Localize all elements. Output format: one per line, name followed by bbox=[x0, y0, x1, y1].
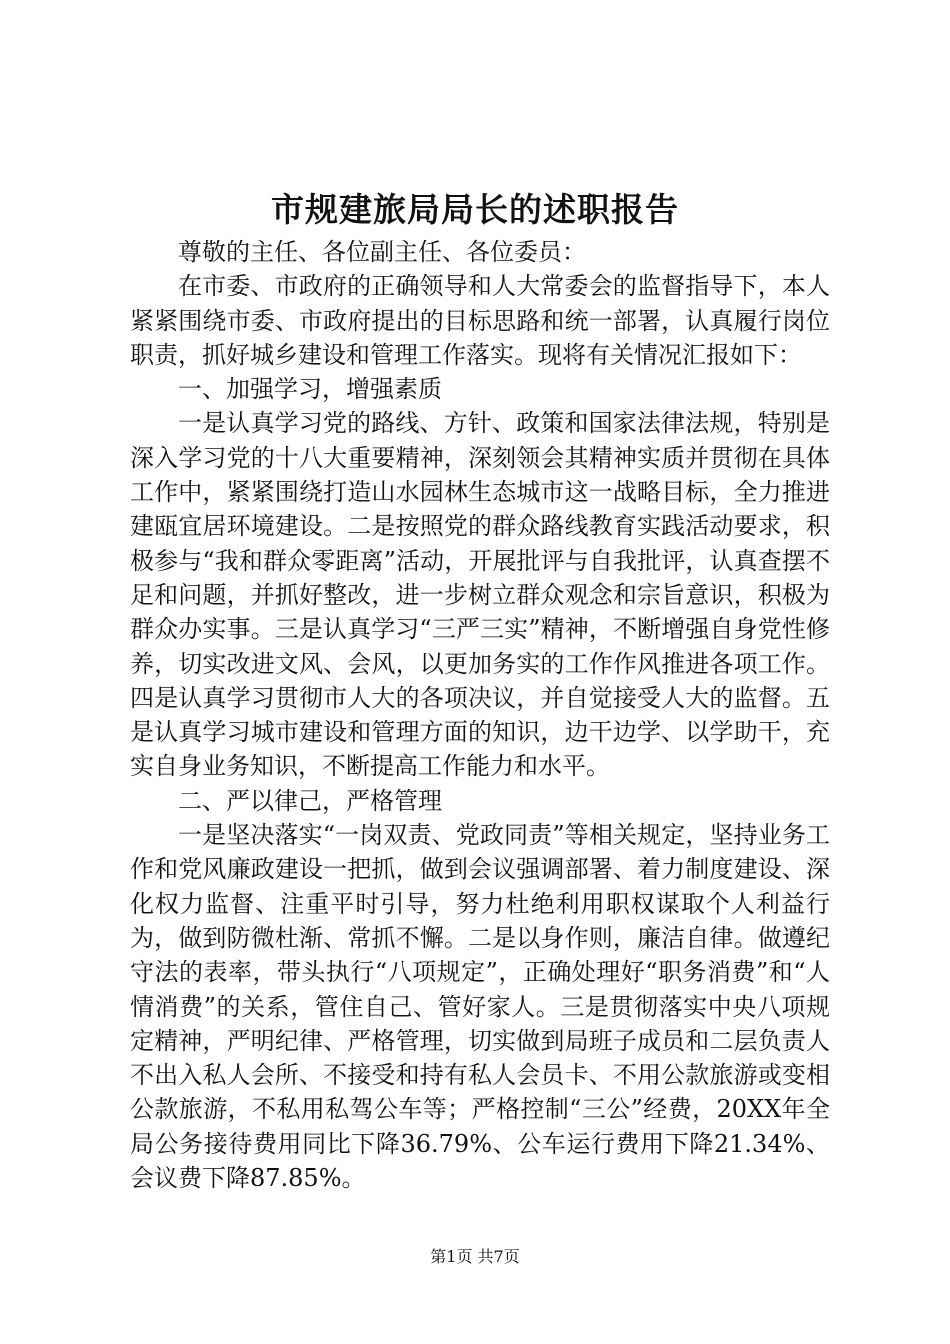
page-number-footer: 第1页 共7页 bbox=[430, 1247, 520, 1266]
intro-paragraph: 在市委、市政府的正确领导和人大常委会的监督指导下，本人紧紧围绕市委、市政府提出的目标思路和统一部署，认真履行岗位职责，抓好城乡建设和管理工作落实。现将有关情况汇报如下： bbox=[130, 272, 830, 369]
section-2-paragraph: 一是坚决落实“一岗双责、党政同责”等相关规定，坚持业务工作和党风廉政建设一把抓，做到会议强调部署、着力制度建设、深化权力监督、注重平时引导，努力杜绝利用职权谋取个人利益行为，做到防微杜渐、常抓不懈。二是以身作则，廉洁自律。做遵纪守法的表率，带头执行“八项规定”，正确处理好“职务消费”和“人情消费”的关系，管住自己、管好家人。三是贯彻落实中央八项规定精神，严明纪律、严格管理，切实做到局班子成员和二层负责人不出入私人会所、不接受和持有私人会员卡、不用公款旅游或变相公款旅游，不私用私驾公车等；严格控制“三公”经费，20XX年全局公务接待费用同比下降36.79%、公车运行费用下降21.34%、会议费下降87.85%。 bbox=[130, 821, 830, 1193]
section-1-paragraph: 一是认真学习党的路线、方针、政策和国家法律法规，特别是深入学习党的十八大重要精神，深刻领会其精神实质并贯彻在具体工作中，紧紧围绕打造山水园林生态城市这一战略目标，全力推进建瓯宜居环境建设。二是按照党的群众路线教育实践活动要求，积极参与“我和群众零距离”活动，开展批评与自我批评，认真查摆不足和问题，并抓好整改，进一步树立群众观念和宗旨意识，积极为群众办实事。三是认真学习“三严三实”精神，不断增强自身党性修养，切实改进文风、会风，以更加务实的工作作风推进各项工作。四是认真学习贯彻市人大的各项决议，并自觉接受人大的监督。五是认真学习城市建设和管理方面的知识，边干边学、以学助干，充实自身业务知识，不断提高工作能力和水平。 bbox=[130, 409, 830, 781]
section-heading-1: 一、加强学习，增强素质 bbox=[178, 375, 442, 404]
document-title: 市规建旅局局长的述职报告 bbox=[271, 190, 679, 229]
document-body bbox=[130, 235, 830, 1195]
section-heading-2: 二、严以律己，严格管理 bbox=[178, 786, 442, 815]
salutation: 尊敬的主任、各位副主任、各位委员： bbox=[178, 238, 586, 266]
